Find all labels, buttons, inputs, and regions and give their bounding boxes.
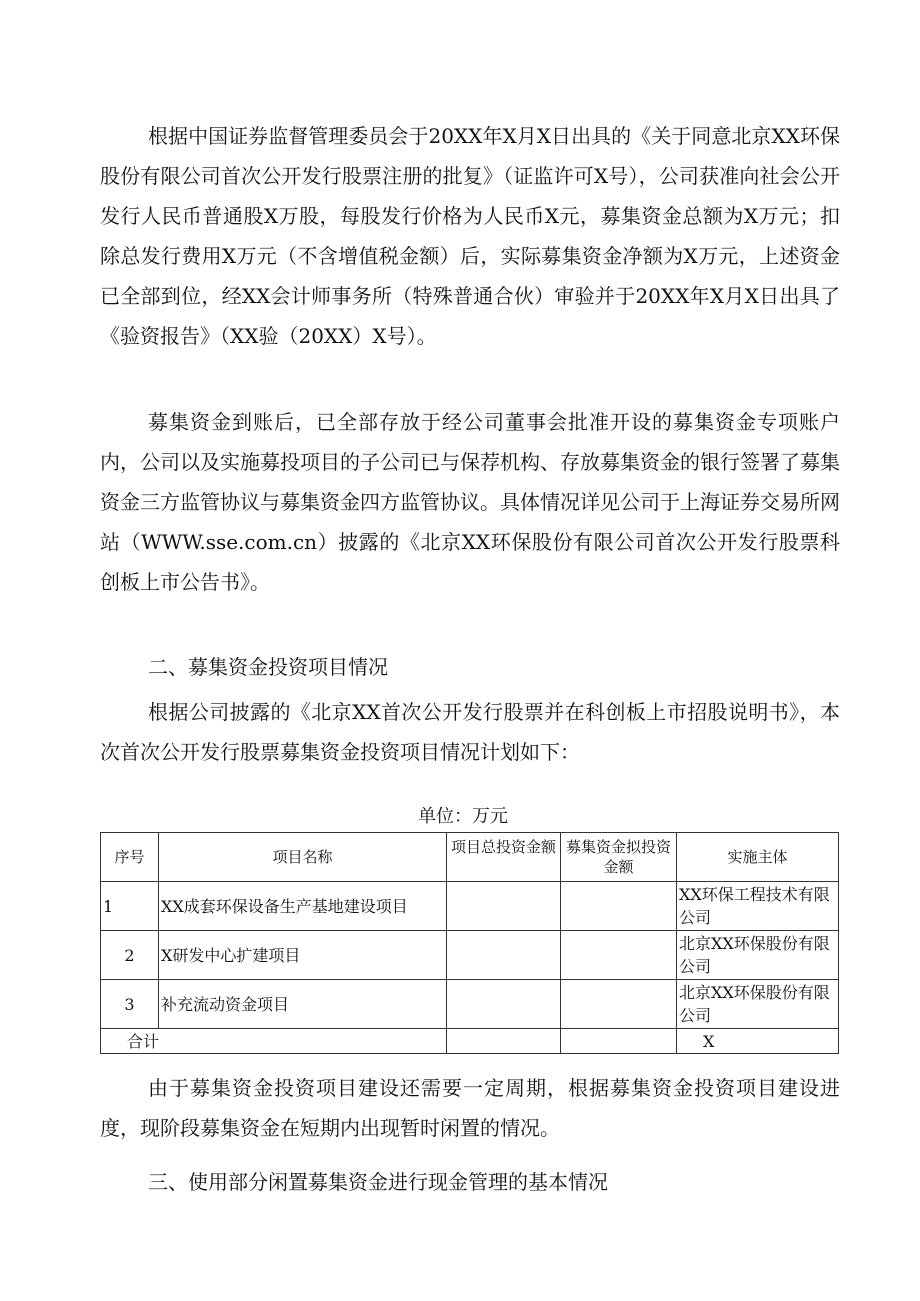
header-raised-investment: [561, 833, 677, 882]
table-row: [101, 980, 839, 1029]
investment-projects-table: [100, 832, 839, 1054]
cell-total-investment: [447, 882, 561, 931]
paragraph-project-plan-intro: 根据公司披露的《北京XX首次公开发行股票并在科创板上市招股说明书》，本次首次公开发行股票募集资金投资项目情况计划如下：: [100, 700, 840, 764]
cell-implementing-entity: 北京XX环保股份有限公司: [677, 980, 839, 1029]
table-row: [101, 931, 839, 980]
table-unit-label: 单位：万元: [418, 806, 508, 827]
cell-total-investment: [447, 980, 561, 1029]
cell-implementing-entity: XX环保工程技术有限公司: [677, 882, 839, 931]
paragraph-fund-deposit: 募集资金到账后，已全部存放于经公司董事会批准开设的募集资金专项账户内，公司以及实施募投项目的子公司已与保荐机构、存放募集资金的银行签署了募集资金三方监管协议与募集资金四方监管协议。具体情况详见公司于上海证券交易所网站（WWW.sse.com.cn）披露的《北京XX环保股份有限公司首次公开发行股票科创板上市公告书》。: [100, 410, 840, 594]
cell-total-entity: X: [677, 1029, 839, 1054]
table-header-row: [101, 833, 839, 882]
cell-project-name: XX成套环保设备生产基地建设项目: [159, 882, 447, 931]
table-row: [101, 882, 839, 931]
header-raised-investment-text: 募集资金拟投资金额: [565, 838, 671, 876]
cell-total-investment: [447, 931, 561, 980]
cell-implementing-entity: 北京XX环保股份有限公司: [677, 931, 839, 980]
cell-no: 2: [101, 931, 159, 980]
header-implementing-entity: 实施主体: [677, 833, 839, 882]
cell-no: 3: [101, 980, 159, 1029]
paragraph-idle-funds: 由于募集资金投资项目建设还需要一定周期，根据募集资金投资项目建设进度，现阶段募集资金在短期内出现暂时闲置的情况。: [100, 1076, 840, 1140]
header-total-investment: [447, 833, 561, 882]
cell-raised-investment-sum: [561, 1029, 677, 1054]
paragraph-fundraising-approval: 根据中国证券监督管理委员会于20XX年X月X日出具的《关于同意北京XX环保股份有限公司首次公开发行股票注册的批复》（证监许可X号），公司获准向社会公开发行人民币普通股X万股，每股发行价格为人民币X元，募集资金总额为X万元；扣除总发行费用X万元（不含增值税金额）后，实际募集资金净额为X万元，上述资金已全部到位，经XX会计师事务所（特殊普通合伙）审验并于20XX年X月X日出具了《验资报告》（XX验（20XX）X号）。: [100, 124, 840, 348]
header-total-investment-text: 项目总投资金额: [450, 838, 556, 856]
cell-total-label: 合计: [101, 1029, 447, 1054]
table-total-row: [101, 1029, 839, 1054]
section-heading-cash-management: 三、使用部分闲置募集资金进行现金管理的基本情况: [148, 1170, 608, 1194]
cell-raised-investment: [561, 882, 677, 931]
cell-project-name: X研发中心扩建项目: [159, 931, 447, 980]
cell-project-name: 补充流动资金项目: [159, 980, 447, 1029]
cell-no: 1: [101, 882, 159, 931]
cell-total-investment-sum: [447, 1029, 561, 1054]
section-heading-investment-projects: 二、募集资金投资项目情况: [148, 655, 388, 679]
header-project-name: 项目名称: [159, 833, 447, 882]
cell-raised-investment: [561, 980, 677, 1029]
cell-raised-investment: [561, 931, 677, 980]
header-no: 序号: [101, 833, 159, 882]
